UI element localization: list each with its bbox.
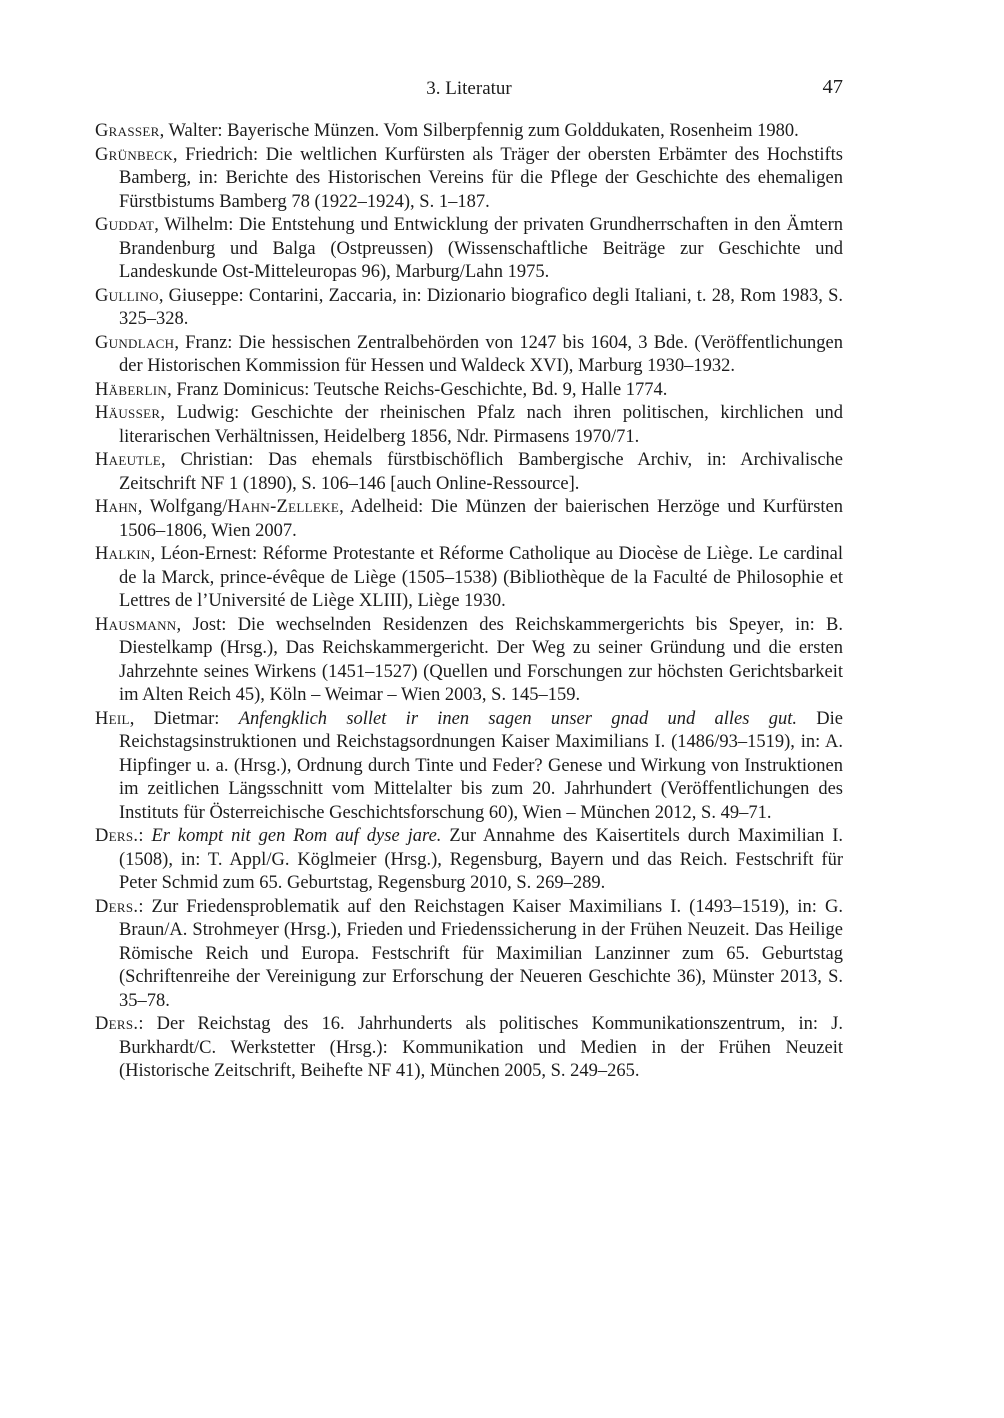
bibliography-entry xyxy=(95,449,843,496)
bibliography-entry xyxy=(95,614,843,708)
author-name: Guddat xyxy=(95,215,155,235)
entry-text: , Franz Dominicus: Teutsche Reichs-Geschichte, Bd. 9, Halle 1774. xyxy=(167,379,668,400)
page-header xyxy=(95,76,843,102)
author-name: Ders. xyxy=(95,1014,139,1034)
author-name: Hahn-Zelleke xyxy=(227,497,340,517)
author-name: Häberlin xyxy=(95,379,168,400)
bibliography-entry xyxy=(95,285,843,332)
author-name: Haeutle xyxy=(95,450,162,470)
work-title-italic: Anfengklich sollet ir inen sagen unser gnad und alles gut. xyxy=(238,708,797,729)
entry-text: : Der Reichstag des 16. Jahrhunderts als politisches Kommunikationszentrum, in: J. Burkhardt/C. Werkstetter (Hrsg.): Kommunikation und Medien in der Frühen Neuzeit (Historische Zeitschrift, Beihefte NF 41), München 2005, S. 249–265. xyxy=(119,1014,843,1081)
bibliography-list xyxy=(95,120,843,1084)
author-name: Hahn xyxy=(95,497,138,517)
bibliography-entry xyxy=(95,1013,843,1084)
entry-text: , Dietmar: xyxy=(129,708,239,729)
author-name: Grasser xyxy=(95,121,160,141)
entry-text: , Jost: Die wechselnden Residenzen des Reichskammergerichts bis Speyer, in: B. Diestelkamp (Hrsg.), Das Reichskammergericht. Der Weg zu seiner Gründung und die ersten Jahrzehnte seines Wirkens (1451–1527) (Quellen und Forschungen zur höchsten Gerichtsbarkeit im Alten Reich 45), Köln – Weimar – Wien 2003, S. 145–159. xyxy=(119,614,843,705)
entry-text: Die Reichstagsinstruktionen und Reichstagsordnungen Kaiser Maximilians I. (1486/93–1519), in: A. Hipfinger u. a. (Hrsg.), Ordnung durch Tinte und Feder? Genese und Wirkung von Instruktionen im zeitlichen Längsschnitt vom Mittelalter bis zum 20. Jahrhundert (Veröffentlichungen des Instituts für Österreichische Geschichtsforschung 60), Wien – München 2012, S. 49–71. xyxy=(119,708,843,823)
entry-text: : xyxy=(138,826,152,846)
entry-text: , Wolfgang/ xyxy=(137,497,228,517)
entry-text: , Franz: Die hessischen Zentralbehörden von 1247 bis 1604, 3 Bde. (Veröffentlichungen der Historischen Kommission für Hessen und Waldeck XVI), Marburg 1930–1932. xyxy=(119,332,843,376)
entry-text: : Zur Friedensproblematik auf den Reichstagen Kaiser Maximilians I. (1493–1519), in: G. Braun/A. Strohmeyer (Hrsg.), Frieden und Friedenssicherung in der Frühen Neuzeit. Das Heilige Römische Reich und Europa. Festschrift für Maximilian Lanzinner zum 65. Geburtstag (Schriftenreihe der Vereinigung zur Erforschung der Neueren Geschichte 36), Münster 2013, S. 35–78. xyxy=(119,896,843,1011)
bibliography-entry xyxy=(95,496,843,543)
page-content xyxy=(95,76,843,1084)
author-name: Gullino xyxy=(95,285,159,306)
author-name: Heil xyxy=(95,708,130,729)
page-number: 47 xyxy=(822,76,843,98)
entry-text: , Christian: Das ehemals fürstbischöflich Bambergische Archiv, in: Archivalische Zeitschrift NF 1 (1890), S. 106–146 [auch Online-Ressource]. xyxy=(119,450,843,494)
entry-text: , Ludwig: Geschichte der rheinischen Pfalz nach ihren politischen, kirchlichen und literarischen Verhältnissen, Heidelberg 1856, Ndr. Pirmasens 1970/71. xyxy=(119,403,843,447)
bibliography-entry xyxy=(95,379,843,403)
bibliography-entry xyxy=(95,214,843,285)
author-name: Ders. xyxy=(95,826,139,846)
entry-text: , Walter: Bayerische Münzen. Vom Silberpfennig zum Golddukaten, Rosenheim 1980. xyxy=(159,121,799,141)
bibliography-entry xyxy=(95,402,843,449)
bibliography-entry xyxy=(95,708,843,826)
author-name: Halkin xyxy=(95,544,151,564)
bibliography-entry xyxy=(95,120,843,144)
bibliography-entry xyxy=(95,543,843,614)
bibliography-entry xyxy=(95,896,843,1014)
author-name: Ders. xyxy=(95,896,139,917)
section-title: 3. Literatur xyxy=(426,78,512,99)
work-title-italic: Er kompt nit gen Rom auf dyse jare. xyxy=(151,826,442,846)
author-name: Häusser xyxy=(95,403,161,423)
bibliography-entry xyxy=(95,144,843,215)
author-name: Gundlach xyxy=(95,332,175,353)
entry-text: , Léon-Ernest: Réforme Protestante et Réforme Catholique au Diocèse de Liège. Le cardinal de la Marck, prince-évêque de Liège (1505–1538) (Bibliothèque de la Faculté de Philosophie et Lettres de l’Université de Liège XLIII), Liège 1930. xyxy=(119,544,843,611)
author-name: Hausmann xyxy=(95,614,177,635)
bibliography-entry xyxy=(95,825,843,896)
entry-text: , Giuseppe: Contarini, Zaccaria, in: Dizionario biografico degli Italiani, t. 28, Rom 1983, S. 325–328. xyxy=(119,285,843,329)
author-name: Grünbeck xyxy=(95,144,173,165)
entry-text: , Adelheid: Die Münzen der baierischen Herzöge und Kurfürsten 1506–1806, Wien 2007. xyxy=(119,497,843,541)
entry-text: Zur Annahme des Kaisertitels durch Maximilian I. (1508), in: T. Appl/G. Köglmeier (Hrsg.), Regensburg, Bayern und das Reich. Festschrift für Peter Schmid zum 65. Geburtstag, Regensburg 2010, S. 269–289. xyxy=(119,826,843,893)
bibliography-entry xyxy=(95,332,843,379)
entry-text: , Friedrich: Die weltlichen Kurfürsten als Träger der obersten Erbämter des Hochstifts Bamberg, in: Berichte des Historischen Vereins für die Pflege der Geschichte des ehemaligen Fürstbistums Bamberg 78 (1922–1924), S. 1–187. xyxy=(119,144,843,212)
entry-text: , Wilhelm: Die Entstehung und Entwicklung der privaten Grundherrschaften in den Ämtern Brandenburg und Balga (Ostpreussen) (Wissenschaftliche Beiträge zur Geschichte und Landeskunde Ost-Mitteleuropas 96), Marburg/Lahn 1975. xyxy=(119,215,843,282)
